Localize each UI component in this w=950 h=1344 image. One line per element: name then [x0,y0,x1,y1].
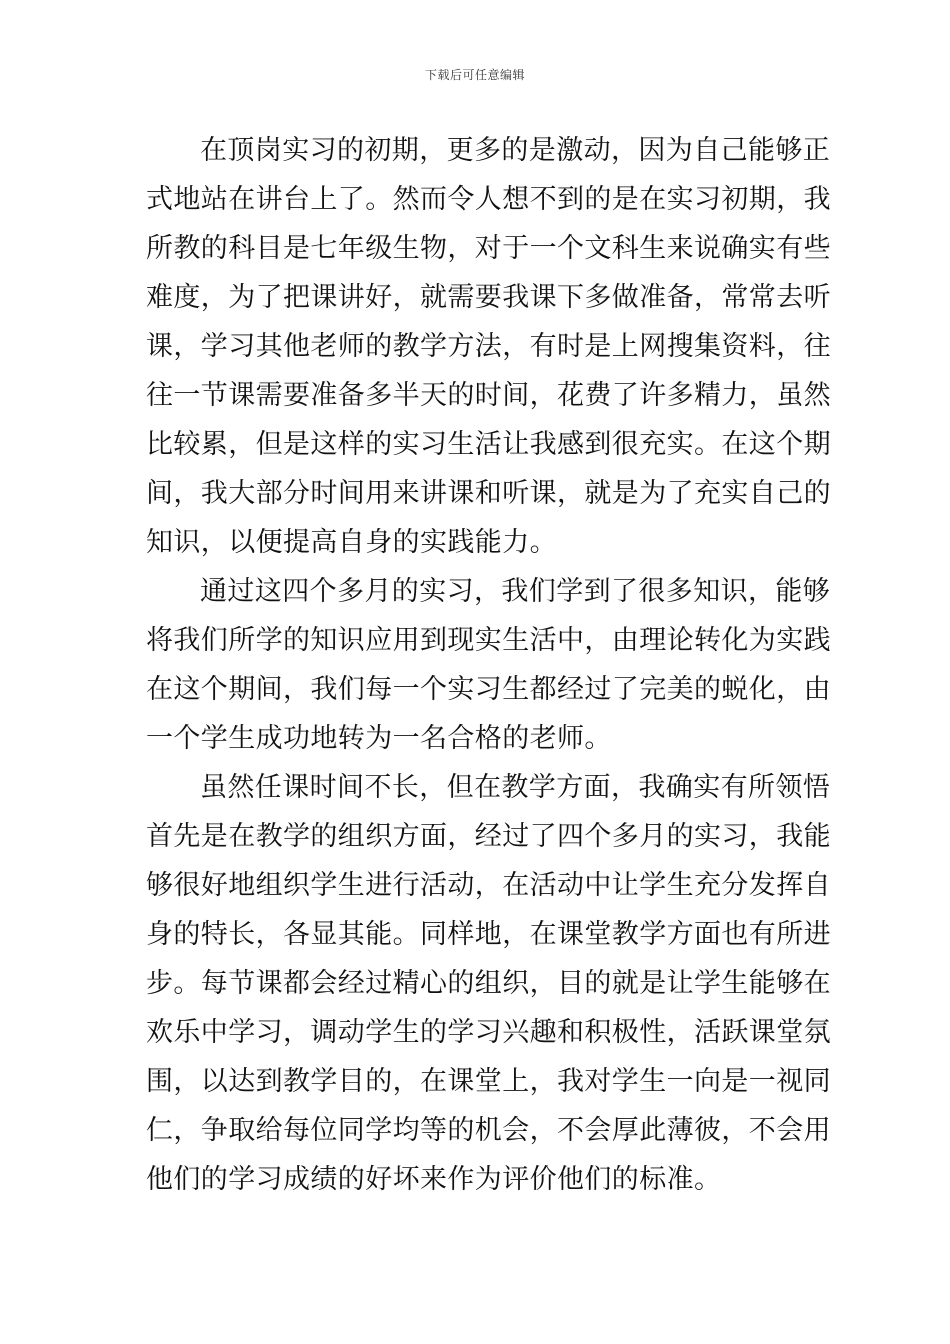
text-line: 他们的学习成绩的好坏来作为评价他们的标准。 [146,1164,722,1195]
text-line: 知识，以便提高自身的实践能力。 [146,527,557,558]
header-note: 下载后可任意编辑 [424,68,525,82]
text-line: 虽然任课时间不长，但在教学方面，我确实有所领悟 [200,772,831,803]
text-line: 比较累，但是这样的实习生活让我感到很充实。在这个期 [146,429,831,460]
text-line: 在这个期间，我们每一个实习生都经过了完美的蜕化，由 [146,674,831,705]
text-line: 欢乐中学习，调动学生的学习兴趣和积极性，活跃课堂氛 [146,1017,831,1048]
paragraph-2 [146,567,831,763]
text-line: 将我们所学的知识应用到现实生活中，由理论转化为实践 [146,625,831,656]
text-line: 在顶岗实习的初期，更多的是激动，因为自己能够正 [200,135,831,166]
text-line: 难度，为了把课讲好，就需要我课下多做准备，常常去听 [146,282,831,313]
paragraph-3 [146,763,831,1204]
text-line: 步。每节课都会经过精心的组织，目的就是让学生能够在 [146,968,831,999]
text-line: 仁，争取给每位同学均等的机会，不会厚此薄彼，不会用 [146,1115,831,1146]
text-line: 够很好地组织学生进行活动，在活动中让学生充分发挥自 [146,870,831,901]
text-line: 所教的科目是七年级生物，对于一个文科生来说确实有些 [146,233,831,264]
text-line: 一个学生成功地转为一名合格的老师。 [146,723,612,754]
body-text [146,126,831,1204]
text-line: 往一节课需要准备多半天的时间，花费了许多精力，虽然 [146,380,831,411]
text-line: 课，学习其他老师的教学方法，有时是上网搜集资料，往 [146,331,831,362]
text-line: 通过这四个多月的实习，我们学到了很多知识，能够 [200,576,831,607]
text-line: 首先是在教学的组织方面，经过了四个多月的实习，我能 [146,821,831,852]
text-line: 身的特长，各显其能。同样地，在课堂教学方面也有所进 [146,919,831,950]
text-line: 间，我大部分时间用来讲课和听课，就是为了充实自己的 [146,478,831,509]
text-line: 式地站在讲台上了。然而令人想不到的是在实习初期，我 [146,184,831,215]
text-line: 围，以达到教学目的，在课堂上，我对学生一向是一视同 [146,1066,831,1097]
paragraph-1 [146,126,831,567]
